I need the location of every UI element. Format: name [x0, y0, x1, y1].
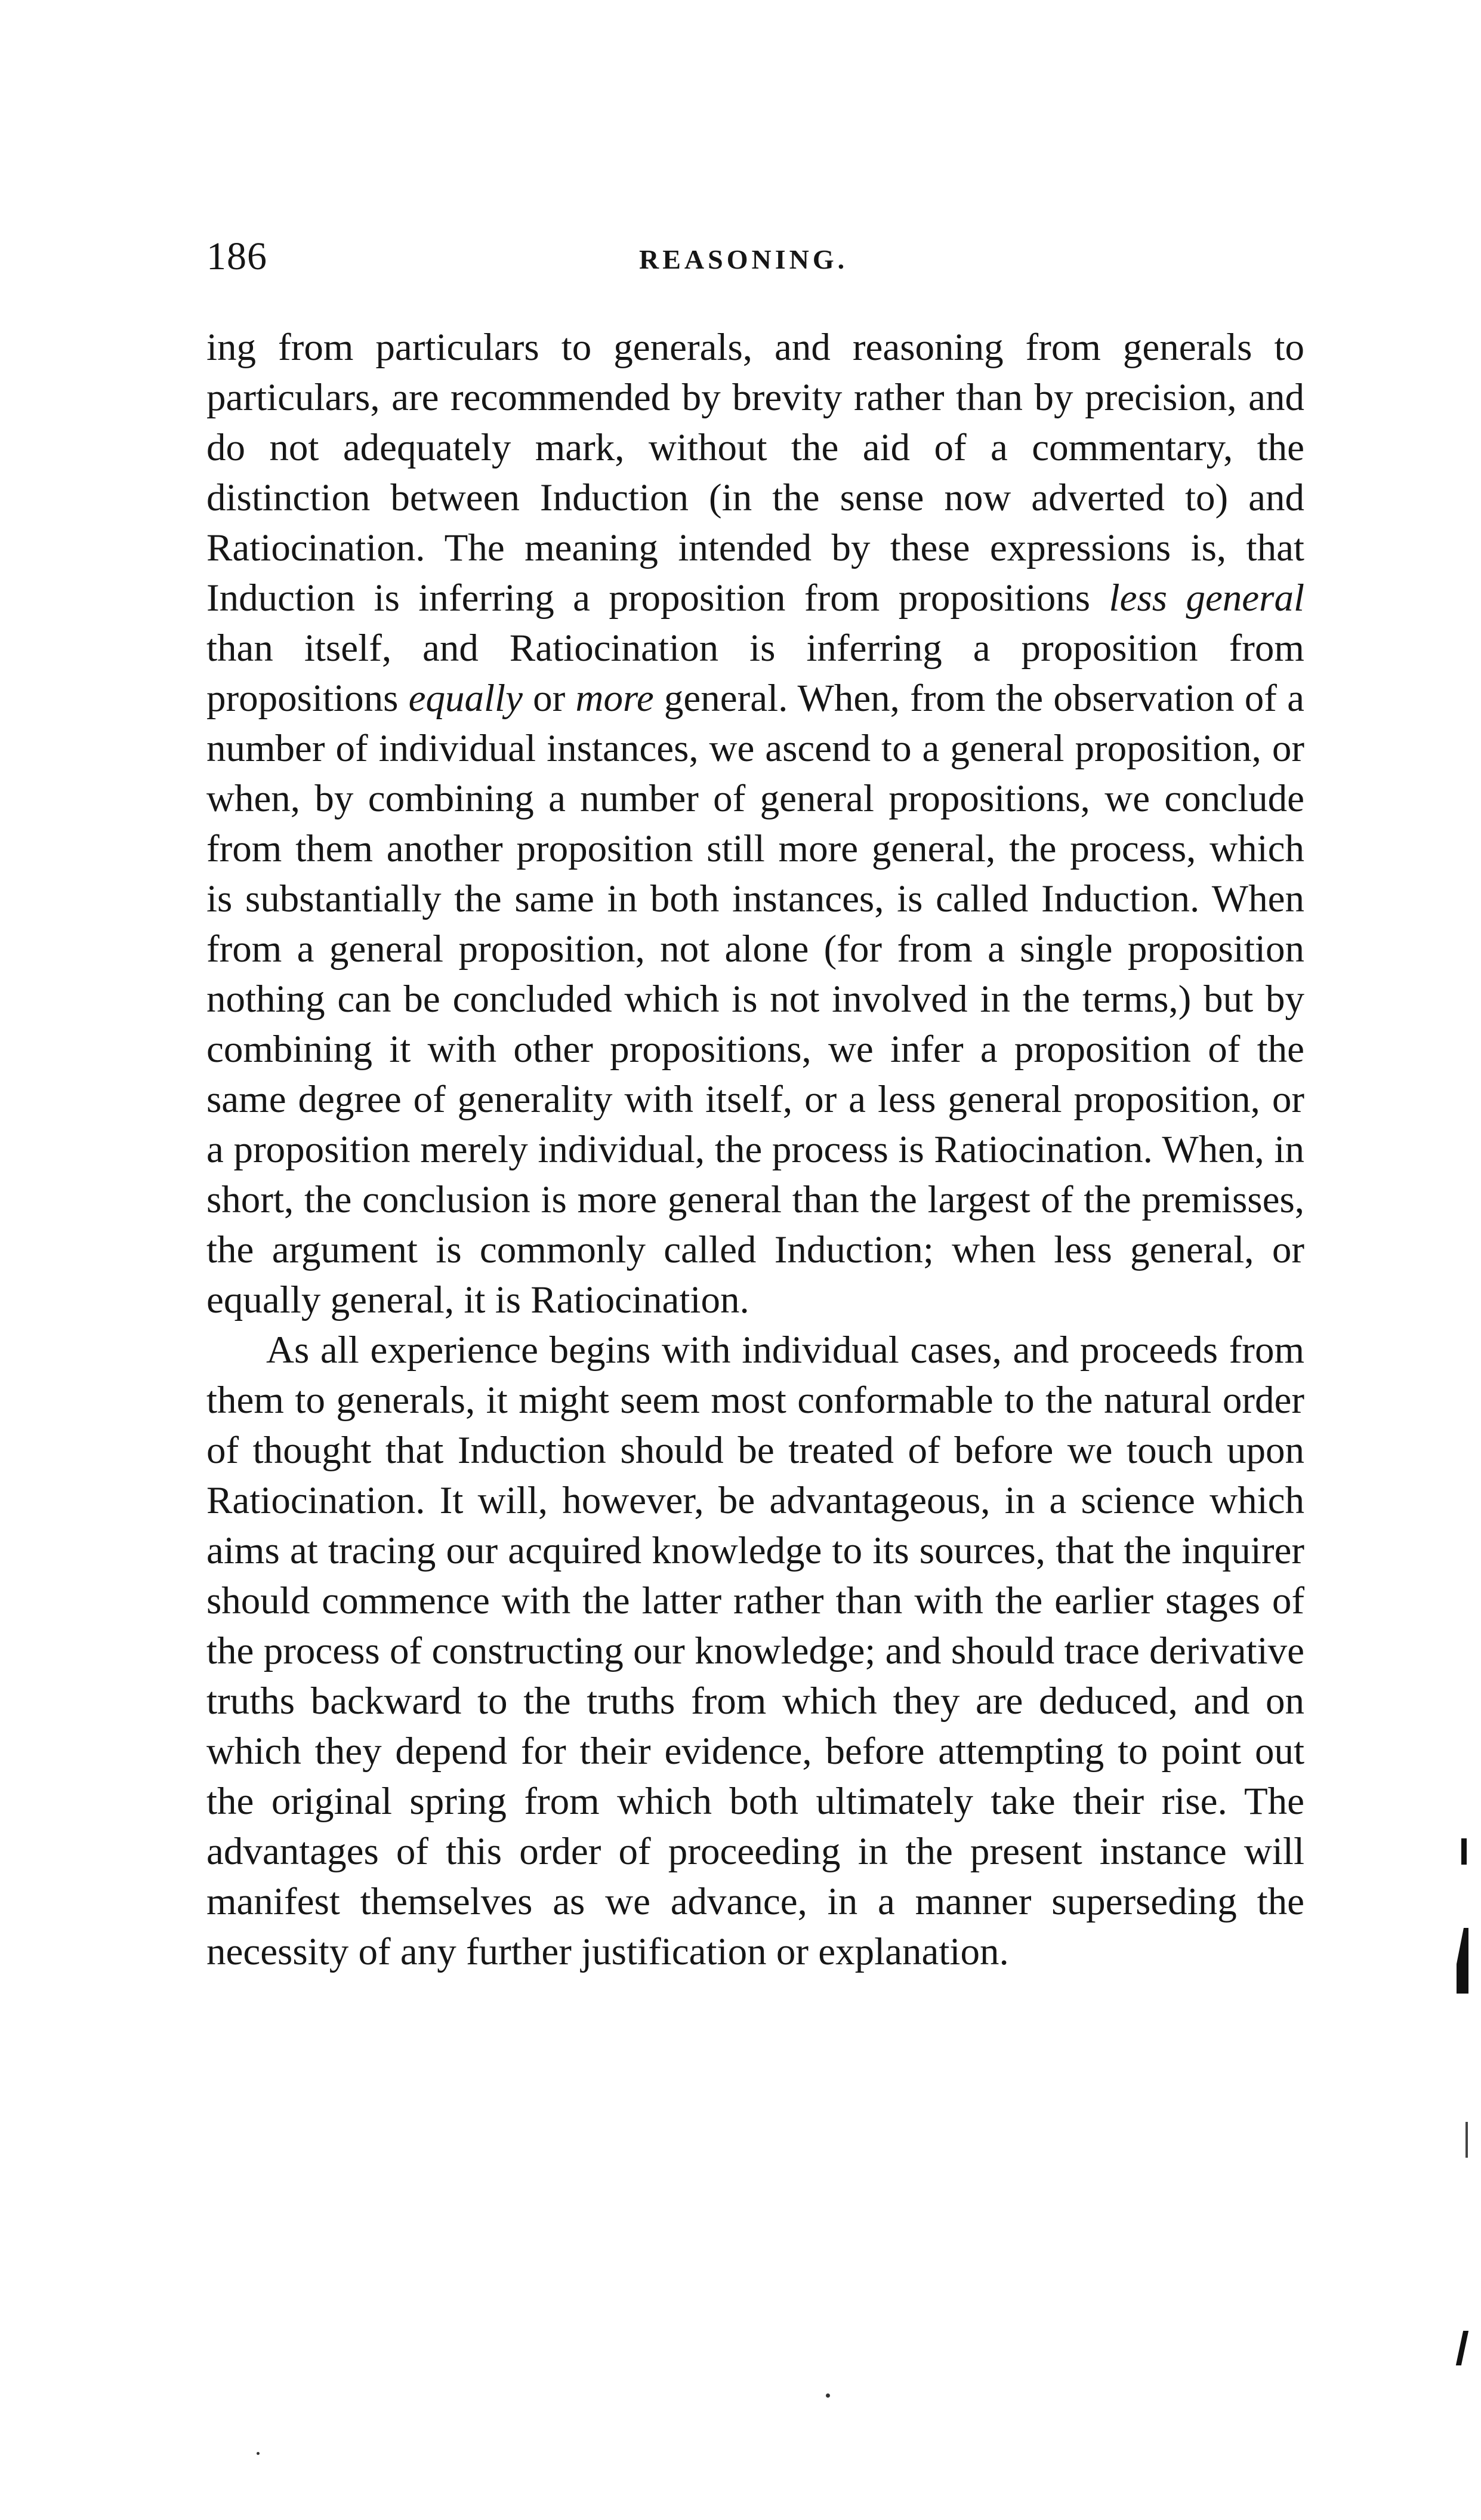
paragraph-1-text-d: general. When, from the observation of a number of individual instances, we ascend to a general proposition, or when, by combining a number of general propositions, we conclude from them another proposition still more general, the process, which is substantially the same in both instances, is called Induction. When from a general proposition, not alone (for from a single proposition nothing can be concluded which is not involved in the terms,) but by combining it with other propositions, we infer a proposition of the same degree of generality with itself, or a less general proposition, or a proposition merely individual, the process is Ratiocination. When, in short, the conclusion is more general than the largest of the premisses, the argument is commonly called Induction; when less general, or equally general, it is Ratiocination.: [206, 677, 1304, 1321]
paragraph-2: As all experience begins with individual cases, and proceeds from them to generals, it might seem most conformable to the natural order of thought that Induction should be treated of before we touch upon Ratiocination. It will, however, be advantageous, in a science which aims at tracing our acquired knowledge to its sources, that the inquirer should commence with the latter rather than with the earlier stages of the process of constructing our knowledge; and should trace derivative truths backward to the truths from which they are deduced, and on which they depend for their evidence, before attempting to point out the original spring from which both ultimately take their rise. The advantages of this order of proceeding in the present instance will manifest themselves as we advance, in a manner superseding the necessity of any further justification or explanation.: [206, 1329, 1304, 1973]
emphasis-less-general: less general: [1109, 577, 1305, 620]
scan-artifact-mark: [1457, 1928, 1468, 1994]
body-text: [206, 322, 1304, 1977]
paragraph-1-text-c: or: [522, 677, 576, 720]
scan-artifact-dot: [257, 2452, 260, 2455]
paragraph-1-text-b: than itself, and Ratiocination is inferring a proposition from propositions: [206, 627, 1304, 720]
paragraph-1: [206, 322, 1304, 1325]
page-number: 186: [206, 235, 267, 278]
running-head: [206, 236, 1304, 278]
paragraph-1-text-a: ing from particulars to generals, and reasoning from generals to particulars, are recommended by brevity rather than by precision, and do not adequately mark, without the aid of a commentary, the distinction between Induction (in the sense now adverted to) and Ratiocination. The meaning intended by these expressions is, that Induction is inferring a proposition from propositions: [206, 326, 1304, 620]
running-title: REASONING.: [639, 244, 849, 275]
scan-artifact-mark: [1461, 1838, 1467, 1865]
emphasis-equally: equally: [408, 677, 523, 720]
scan-artifact-dot: [826, 2393, 830, 2398]
emphasis-more: more: [575, 677, 654, 720]
scan-artifact-mark: [1456, 2331, 1468, 2365]
scan-artifact-mark: [1465, 2122, 1468, 2158]
